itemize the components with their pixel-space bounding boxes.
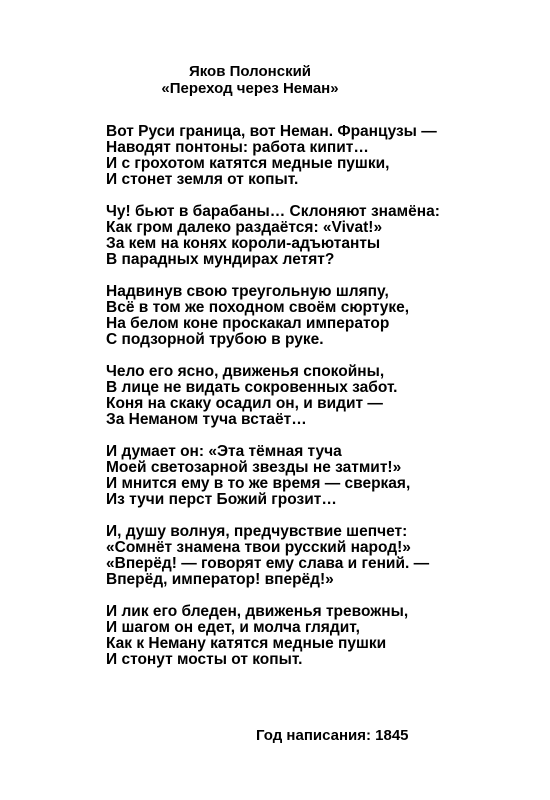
poem-line: И лик его бледен, движенья тревожны, xyxy=(106,603,409,620)
poem-line: «Вперёд! — говорят ему слава и гений. — xyxy=(106,555,430,572)
poem-line: Моей светозарной звезды не затмит!» xyxy=(106,459,402,476)
poem-line: И думает он: «Эта тёмная туча xyxy=(106,443,342,460)
poem-line: И стонут мосты от копыт. xyxy=(106,651,303,668)
poem-line: И шагом он едет, и молча глядит, xyxy=(106,619,360,636)
poem-line: С подзорной трубою в руке. xyxy=(106,331,324,348)
poem-line: Как к Неману катятся медные пушки xyxy=(106,635,387,652)
poem-header xyxy=(0,63,500,97)
stanza xyxy=(106,444,536,508)
stanza xyxy=(106,204,536,268)
stanza xyxy=(106,364,536,428)
poem-line: Всё в том же походном своём сюртуке, xyxy=(106,299,410,316)
poem-line: Из тучи перст Божий грозит… xyxy=(106,491,337,508)
poem-line: Наводят понтоны: работа кипит… xyxy=(106,139,369,156)
poem-line: И, душу волнуя, предчувствие шепчет: xyxy=(106,523,408,540)
poem-title: «Переход через Неман» xyxy=(161,80,339,97)
poem-line: Чело его ясно, движенья спокойны, xyxy=(106,363,385,380)
author-name: Яков Полонский xyxy=(188,63,312,80)
poem-line: И мнится ему в то же время — сверкая, xyxy=(106,475,411,492)
poem-line: Надвинув свою треугольную шляпу, xyxy=(106,283,389,300)
stanza xyxy=(106,124,536,188)
stanza xyxy=(106,604,536,668)
poem-line: В парадных мундирах летят? xyxy=(106,251,335,268)
stanza xyxy=(106,524,536,588)
poem-line: В лице не видать сокровенных забот. xyxy=(106,379,398,396)
poem-line: И с грохотом катятся медные пушки, xyxy=(106,155,390,172)
poem-line: Коня на скаку осадил он, и видит — xyxy=(106,395,383,412)
poem-line: Чу! бьют в барабаны… Склоняют знамёна: xyxy=(106,203,440,220)
poem-line: На белом коне проскакал император xyxy=(106,315,390,332)
poem-line: «Сомнёт знамена твои русский народ!» xyxy=(106,539,411,556)
stanza xyxy=(106,284,536,348)
poem-line: Как гром далеко раздаётся: «Vivat!» xyxy=(106,219,383,236)
poem-line: Вот Руси граница, вот Неман. Французы — xyxy=(106,123,437,140)
poem-line: За кем на конях короли-адъютанты xyxy=(106,235,381,252)
year-written: Год написания: 1845 xyxy=(256,727,409,744)
poem-line: За Неманом туча встаёт… xyxy=(106,411,307,428)
poem-body xyxy=(106,124,536,684)
poem-line: Вперёд, император! вперёд!» xyxy=(106,571,334,588)
poem-line: И стонет земля от копыт. xyxy=(106,171,299,188)
